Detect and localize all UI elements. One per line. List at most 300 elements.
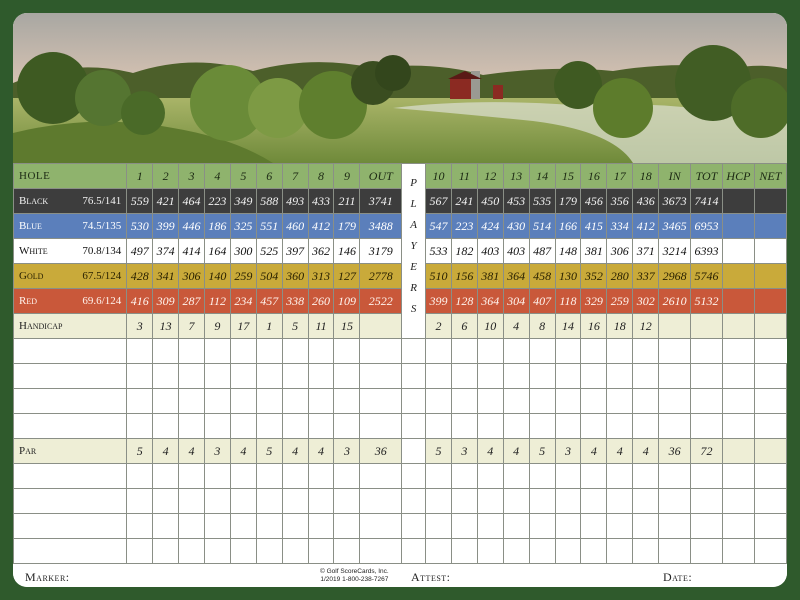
score-cell[interactable]: [127, 339, 153, 364]
score-cell[interactable]: [529, 414, 555, 439]
hole-number: 8: [308, 164, 334, 189]
par-in: 36: [659, 439, 691, 464]
score-cell[interactable]: [282, 364, 308, 389]
in-total: 3214: [659, 239, 691, 264]
score-cell[interactable]: [179, 539, 205, 564]
par-cell: 4: [282, 439, 308, 464]
score-cell[interactable]: [754, 364, 786, 389]
yardage-cell: 223: [451, 214, 477, 239]
score-cell[interactable]: [425, 364, 451, 389]
score-cell[interactable]: [282, 339, 308, 364]
score-cell[interactable]: [153, 414, 179, 439]
par-cell: 4: [477, 439, 503, 464]
handicap-cell: 1: [256, 314, 282, 339]
score-cell[interactable]: [503, 539, 529, 564]
score-cell[interactable]: [691, 489, 723, 514]
yardage-cell: 436: [633, 189, 659, 214]
score-cell[interactable]: [334, 364, 360, 389]
score-cell[interactable]: [555, 414, 581, 439]
score-cell[interactable]: [451, 489, 477, 514]
score-cell[interactable]: [555, 339, 581, 364]
score-cell[interactable]: [153, 339, 179, 364]
out-total: 2778: [360, 264, 402, 289]
score-cell[interactable]: [127, 364, 153, 389]
score-cell[interactable]: [256, 364, 282, 389]
score-cell[interactable]: [555, 389, 581, 414]
score-cell[interactable]: [127, 514, 153, 539]
score-cell[interactable]: [659, 414, 691, 439]
yardage-cell: 182: [451, 239, 477, 264]
tee-rating: 67.5/124: [82, 270, 122, 282]
handicap-cell: 11: [308, 314, 334, 339]
handicap-cell: 15: [334, 314, 360, 339]
score-cell[interactable]: [477, 464, 503, 489]
handicap-cell: 10: [477, 314, 503, 339]
yardage-cell: 403: [477, 239, 503, 264]
score-cell[interactable]: [282, 539, 308, 564]
score-cell[interactable]: [153, 364, 179, 389]
score-cell[interactable]: [555, 514, 581, 539]
player-name-cell[interactable]: [14, 414, 127, 439]
score-cell[interactable]: [607, 339, 633, 364]
yardage-cell: 535: [529, 189, 555, 214]
score-cell[interactable]: [754, 389, 786, 414]
players-letter: L: [410, 198, 417, 210]
yardage-cell: 381: [477, 264, 503, 289]
score-cell[interactable]: [503, 489, 529, 514]
score-cell[interactable]: [451, 514, 477, 539]
yardage-cell: 334: [607, 214, 633, 239]
score-cell[interactable]: [127, 414, 153, 439]
score-cell[interactable]: [607, 364, 633, 389]
score-cell[interactable]: [425, 464, 451, 489]
yardage-cell: 364: [477, 289, 503, 314]
yardage-cell: 287: [179, 289, 205, 314]
hcp-cell: [722, 289, 754, 314]
score-cell[interactable]: [529, 464, 555, 489]
score-cell[interactable]: [256, 389, 282, 414]
yardage-cell: 450: [477, 189, 503, 214]
score-cell[interactable]: [127, 489, 153, 514]
score-cell[interactable]: [555, 364, 581, 389]
yardage-cell: 428: [127, 264, 153, 289]
tee-rating: 69.6/124: [82, 295, 122, 307]
out-total: 3179: [360, 239, 402, 264]
score-cell[interactable]: [503, 364, 529, 389]
yardage-cell: 166: [555, 214, 581, 239]
score-cell[interactable]: [581, 539, 607, 564]
blank-cell: [754, 314, 786, 339]
handicap-cell: 14: [555, 314, 581, 339]
blank-cell: [691, 314, 723, 339]
score-cell[interactable]: [607, 514, 633, 539]
score-cell[interactable]: [722, 339, 754, 364]
score-cell[interactable]: [691, 414, 723, 439]
score-cell[interactable]: [722, 489, 754, 514]
score-cell[interactable]: [230, 464, 256, 489]
score-cell[interactable]: [529, 514, 555, 539]
yardage-cell: 547: [425, 214, 451, 239]
tot-total: 5746: [691, 264, 723, 289]
tee-rating: 70.8/134: [82, 245, 122, 257]
score-cell[interactable]: [477, 539, 503, 564]
yardage-cell: 381: [581, 239, 607, 264]
yardage-cell: 127: [334, 264, 360, 289]
date-label: Date:: [663, 570, 693, 584]
score-cell[interactable]: [633, 339, 659, 364]
score-cell[interactable]: [230, 489, 256, 514]
score-cell[interactable]: [179, 389, 205, 414]
score-cell[interactable]: [153, 389, 179, 414]
score-cell[interactable]: [659, 514, 691, 539]
yardage-cell: 510: [425, 264, 451, 289]
score-cell[interactable]: [360, 364, 402, 389]
yardage-cell: 415: [581, 214, 607, 239]
tee-label: [14, 264, 127, 289]
score-cell[interactable]: [451, 389, 477, 414]
players-blank: [402, 389, 426, 414]
score-cell[interactable]: [425, 414, 451, 439]
yardage-cell: 407: [529, 289, 555, 314]
score-cell[interactable]: [204, 339, 230, 364]
player-name-cell[interactable]: [14, 339, 127, 364]
score-cell[interactable]: [477, 514, 503, 539]
score-cell[interactable]: [334, 489, 360, 514]
score-cell[interactable]: [256, 339, 282, 364]
score-cell[interactable]: [282, 464, 308, 489]
par-cell: 5: [425, 439, 451, 464]
player-name-cell[interactable]: [14, 389, 127, 414]
score-cell[interactable]: [503, 514, 529, 539]
score-cell[interactable]: [282, 389, 308, 414]
handicap-cell: 12: [633, 314, 659, 339]
score-cell[interactable]: [334, 514, 360, 539]
score-cell[interactable]: [691, 339, 723, 364]
score-cell[interactable]: [360, 389, 402, 414]
player-name-cell[interactable]: [14, 364, 127, 389]
score-cell[interactable]: [256, 489, 282, 514]
yardage-cell: 424: [477, 214, 503, 239]
player-name-cell[interactable]: [14, 464, 127, 489]
score-cell[interactable]: [581, 489, 607, 514]
score-cell[interactable]: [754, 464, 786, 489]
yardage-cell: 179: [334, 214, 360, 239]
score-cell[interactable]: [179, 414, 205, 439]
player-name-cell[interactable]: [14, 539, 127, 564]
score-cell[interactable]: [360, 464, 402, 489]
score-cell[interactable]: [256, 514, 282, 539]
score-cell[interactable]: [722, 389, 754, 414]
score-cell[interactable]: [581, 464, 607, 489]
score-cell[interactable]: [230, 414, 256, 439]
score-cell[interactable]: [451, 539, 477, 564]
score-cell[interactable]: [334, 539, 360, 564]
score-cell[interactable]: [308, 364, 334, 389]
score-cell[interactable]: [633, 489, 659, 514]
score-cell[interactable]: [179, 339, 205, 364]
yardage-cell: 223: [204, 189, 230, 214]
score-cell[interactable]: [691, 539, 723, 564]
yardage-cell: 211: [334, 189, 360, 214]
score-cell[interactable]: [691, 389, 723, 414]
score-cell[interactable]: [402, 339, 426, 364]
yardage-cell: 259: [607, 289, 633, 314]
tee-name: Red: [19, 295, 38, 307]
score-cell[interactable]: [451, 364, 477, 389]
landscape-image: [13, 13, 787, 163]
score-cell[interactable]: [451, 414, 477, 439]
score-cell[interactable]: [754, 539, 786, 564]
score-cell[interactable]: [529, 539, 555, 564]
score-cell[interactable]: [451, 464, 477, 489]
score-cell[interactable]: [204, 464, 230, 489]
yardage-cell: 360: [282, 264, 308, 289]
net-cell: [754, 189, 786, 214]
tot-total: 6953: [691, 214, 723, 239]
score-cell[interactable]: [153, 489, 179, 514]
handicap-cell: 3: [127, 314, 153, 339]
score-cell[interactable]: [581, 414, 607, 439]
hole-number: 16: [581, 164, 607, 189]
score-cell[interactable]: [282, 489, 308, 514]
tee-name: Blue: [19, 220, 42, 232]
score-cell[interactable]: [425, 514, 451, 539]
score-cell[interactable]: [179, 464, 205, 489]
score-cell[interactable]: [360, 514, 402, 539]
score-cell[interactable]: [529, 389, 555, 414]
score-cell[interactable]: [308, 414, 334, 439]
score-cell[interactable]: [722, 414, 754, 439]
yardage-cell: 337: [633, 264, 659, 289]
score-cell[interactable]: [204, 514, 230, 539]
yardage-cell: 179: [555, 189, 581, 214]
player-row: [14, 539, 787, 564]
hole-number: 13: [503, 164, 529, 189]
score-cell[interactable]: [360, 339, 402, 364]
score-cell[interactable]: [230, 364, 256, 389]
tot-total: 6393: [691, 239, 723, 264]
yardage-cell: 309: [153, 289, 179, 314]
score-cell[interactable]: [204, 364, 230, 389]
tee-name: Black: [19, 195, 49, 207]
score-cell[interactable]: [691, 364, 723, 389]
score-cell[interactable]: [659, 539, 691, 564]
score-cell[interactable]: [607, 414, 633, 439]
player-name-cell[interactable]: [14, 489, 127, 514]
yardage-cell: 533: [425, 239, 451, 264]
hcp-label: HCP: [722, 164, 754, 189]
score-cell[interactable]: [308, 464, 334, 489]
score-cell[interactable]: [503, 414, 529, 439]
score-cell[interactable]: [659, 339, 691, 364]
score-cell[interactable]: [754, 514, 786, 539]
score-cell[interactable]: [360, 539, 402, 564]
score-cell[interactable]: [334, 414, 360, 439]
hole-number: 9: [334, 164, 360, 189]
score-cell[interactable]: [204, 539, 230, 564]
score-cell[interactable]: [127, 539, 153, 564]
yardage-cell: 118: [555, 289, 581, 314]
par-cell: 4: [633, 439, 659, 464]
yardage-cell: 456: [581, 189, 607, 214]
hcp-cell: [722, 239, 754, 264]
score-cell[interactable]: [127, 464, 153, 489]
tee-rating: 76.5/141: [82, 195, 122, 207]
player-row: [14, 514, 787, 539]
score-cell[interactable]: [451, 339, 477, 364]
tee-name: Gold: [19, 270, 44, 282]
score-cell[interactable]: [659, 364, 691, 389]
score-cell[interactable]: [230, 339, 256, 364]
handicap-cell: 8: [529, 314, 555, 339]
handicap-cell: 2: [425, 314, 451, 339]
score-cell[interactable]: [477, 489, 503, 514]
score-cell[interactable]: [529, 339, 555, 364]
score-cell[interactable]: [633, 364, 659, 389]
score-cell[interactable]: [230, 389, 256, 414]
score-cell[interactable]: [153, 539, 179, 564]
score-cell[interactable]: [722, 514, 754, 539]
tee-label: [14, 189, 127, 214]
score-cell[interactable]: [425, 389, 451, 414]
hole-number: 3: [179, 164, 205, 189]
score-cell[interactable]: [659, 489, 691, 514]
hole-number: 12: [477, 164, 503, 189]
players-blank: [402, 414, 426, 439]
score-cell[interactable]: [282, 414, 308, 439]
tee-row-black: [14, 189, 787, 214]
score-cell[interactable]: [179, 364, 205, 389]
score-cell[interactable]: [633, 539, 659, 564]
score-cell[interactable]: [308, 539, 334, 564]
score-cell[interactable]: [633, 389, 659, 414]
yardage-cell: 514: [529, 214, 555, 239]
score-cell[interactable]: [581, 389, 607, 414]
player-row: [14, 389, 787, 414]
score-cell[interactable]: [477, 414, 503, 439]
par-row: [14, 439, 787, 464]
score-cell[interactable]: [607, 389, 633, 414]
score-cell[interactable]: [722, 464, 754, 489]
yardage-cell: 397: [282, 239, 308, 264]
score-cell[interactable]: [282, 514, 308, 539]
hole-number: 17: [607, 164, 633, 189]
score-cell[interactable]: [503, 389, 529, 414]
score-cell[interactable]: [179, 514, 205, 539]
hole-number: 14: [529, 164, 555, 189]
score-cell[interactable]: [477, 364, 503, 389]
players-letter: A: [410, 219, 417, 231]
score-cell[interactable]: [477, 389, 503, 414]
score-cell[interactable]: [308, 339, 334, 364]
score-cell[interactable]: [529, 364, 555, 389]
score-cell[interactable]: [425, 489, 451, 514]
players-blank: [402, 514, 426, 539]
score-cell[interactable]: [425, 539, 451, 564]
score-cell[interactable]: [659, 464, 691, 489]
score-cell[interactable]: [256, 414, 282, 439]
score-cell[interactable]: [633, 514, 659, 539]
score-cell[interactable]: [308, 489, 334, 514]
yardage-cell: 300: [230, 239, 256, 264]
score-cell[interactable]: [425, 339, 451, 364]
in-total: 2968: [659, 264, 691, 289]
yardage-cell: 412: [308, 214, 334, 239]
player-name-cell[interactable]: [14, 514, 127, 539]
score-cell[interactable]: [153, 514, 179, 539]
score-cell[interactable]: [581, 514, 607, 539]
score-cell[interactable]: [555, 489, 581, 514]
score-cell[interactable]: [360, 489, 402, 514]
score-cell[interactable]: [204, 489, 230, 514]
score-cell[interactable]: [153, 464, 179, 489]
yardage-cell: 146: [334, 239, 360, 264]
par-cell: 4: [503, 439, 529, 464]
scorecard-table: [13, 163, 787, 564]
score-cell[interactable]: [204, 414, 230, 439]
par-tot: 72: [691, 439, 723, 464]
scorecard: [13, 13, 787, 587]
score-cell[interactable]: [256, 464, 282, 489]
score-cell[interactable]: [607, 464, 633, 489]
score-cell[interactable]: [360, 414, 402, 439]
yardage-cell: 433: [308, 189, 334, 214]
score-cell[interactable]: [529, 489, 555, 514]
yardage-cell: 304: [503, 289, 529, 314]
score-cell[interactable]: [607, 489, 633, 514]
score-cell[interactable]: [555, 464, 581, 489]
score-cell[interactable]: [230, 539, 256, 564]
score-cell[interactable]: [308, 514, 334, 539]
score-cell[interactable]: [503, 339, 529, 364]
score-cell[interactable]: [334, 464, 360, 489]
score-cell[interactable]: [633, 414, 659, 439]
score-cell[interactable]: [633, 464, 659, 489]
score-cell[interactable]: [607, 539, 633, 564]
score-cell[interactable]: [308, 389, 334, 414]
out-total: 3488: [360, 214, 402, 239]
score-cell[interactable]: [722, 539, 754, 564]
score-cell[interactable]: [691, 464, 723, 489]
yardage-cell: 128: [451, 289, 477, 314]
score-cell[interactable]: [127, 389, 153, 414]
yardage-cell: 374: [153, 239, 179, 264]
score-cell[interactable]: [754, 414, 786, 439]
blank-cell: [722, 439, 754, 464]
yardage-cell: 430: [503, 214, 529, 239]
score-cell[interactable]: [503, 464, 529, 489]
score-cell[interactable]: [334, 339, 360, 364]
score-cell[interactable]: [722, 364, 754, 389]
tot-total: 5132: [691, 289, 723, 314]
score-cell[interactable]: [230, 514, 256, 539]
signature-footer: [13, 565, 787, 587]
yardage-cell: 399: [425, 289, 451, 314]
score-cell[interactable]: [477, 339, 503, 364]
score-cell[interactable]: [691, 514, 723, 539]
score-cell[interactable]: [179, 489, 205, 514]
score-cell[interactable]: [204, 389, 230, 414]
score-cell[interactable]: [256, 539, 282, 564]
score-cell[interactable]: [581, 339, 607, 364]
score-cell[interactable]: [581, 364, 607, 389]
player-row: [14, 364, 787, 389]
score-cell[interactable]: [334, 389, 360, 414]
score-cell[interactable]: [659, 389, 691, 414]
score-cell[interactable]: [555, 539, 581, 564]
score-cell[interactable]: [754, 489, 786, 514]
hole-number: 10: [425, 164, 451, 189]
